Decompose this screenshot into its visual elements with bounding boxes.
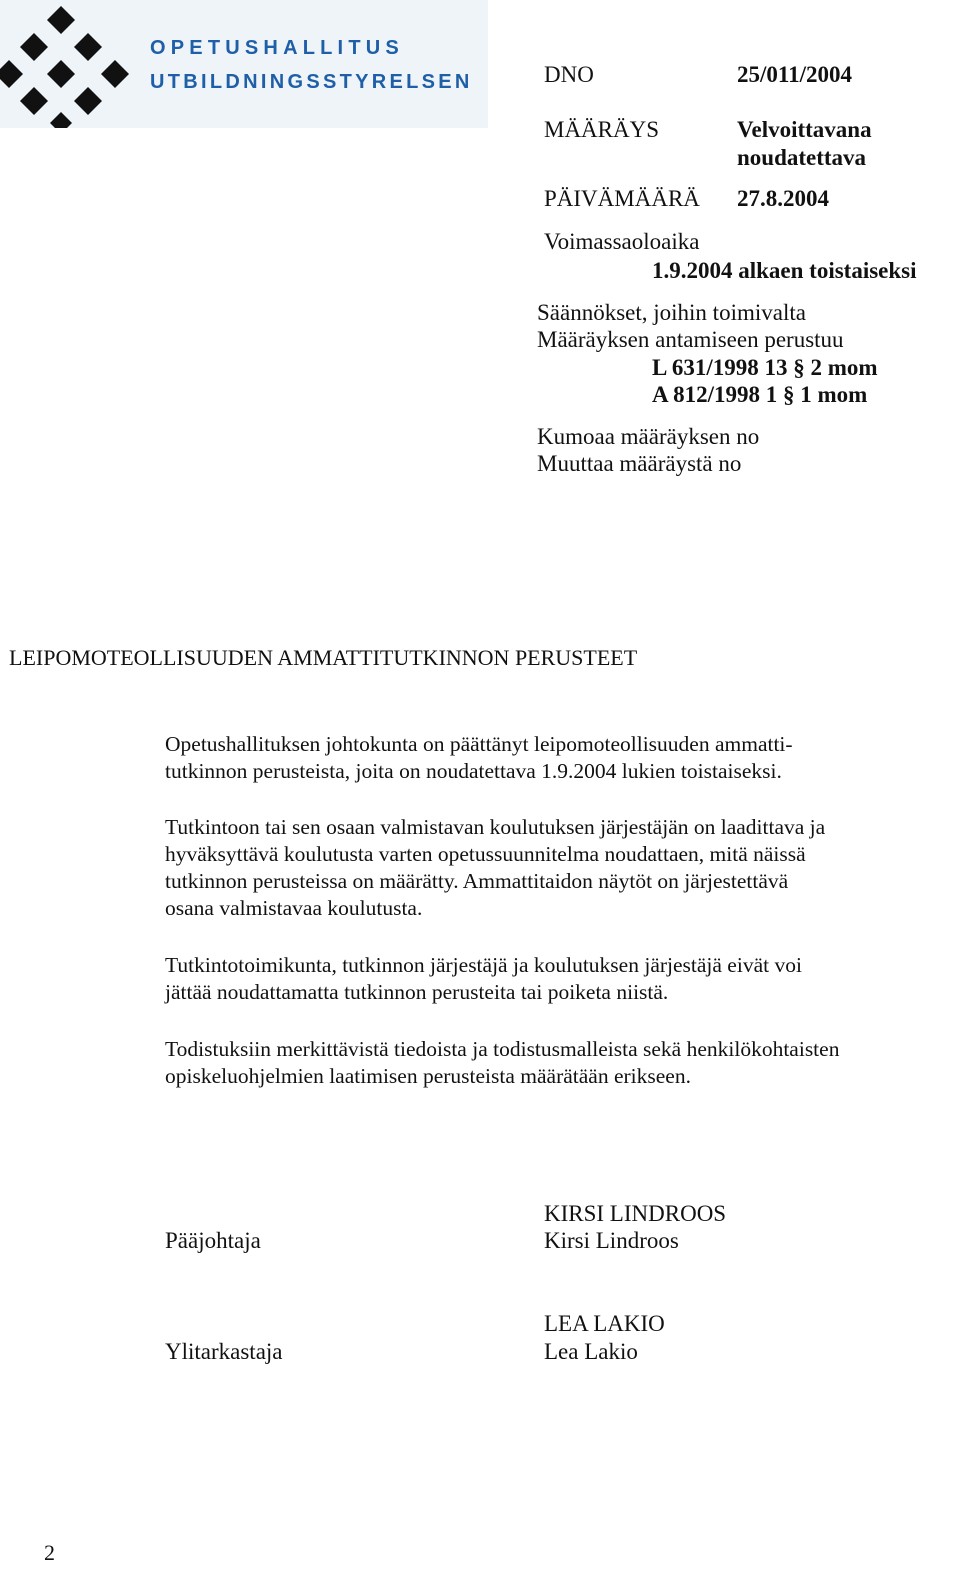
signature-2-name-upper: LEA LAKIO: [544, 1311, 665, 1336]
paragraph-line: osana valmistavaa koulutusta.: [165, 896, 423, 920]
saannokset-line1: Säännökset, joihin toimivalta: [537, 300, 806, 325]
logo-text-line2: UTBILDNINGSSTYRELSEN: [150, 71, 473, 93]
logo-mark-icon: [0, 0, 140, 128]
voimassaolo-label: Voimassaoloaika: [544, 229, 700, 254]
maarays-label: MÄÄRÄYS: [544, 117, 660, 142]
paragraph-line: Tutkintotoimikunta, tutkinnon järjestäjä ja koulutuksen järjestäjä eivät voi: [165, 953, 802, 977]
paragraph-line: hyväksyttävä koulutusta varten opetussuunnitelma noudattaen, mitä näissä: [165, 842, 806, 866]
kumoaa-label: Kumoaa määräyksen no: [537, 424, 760, 449]
saannokset-line2: Määräyksen antamiseen perustuu: [537, 327, 844, 352]
page-number: 2: [44, 1540, 55, 1565]
maarays-value-line2: noudatettava: [737, 145, 867, 170]
law-reference-1: L 631/1998 13 § 2 mom: [652, 355, 878, 380]
organization-logo: [0, 0, 488, 128]
muuttaa-label: Muuttaa määräystä no: [537, 451, 742, 476]
signature-1-name-upper: KIRSI LINDROOS: [544, 1201, 727, 1226]
paragraph-line: tutkinnon perusteissa on määrätty. Ammattitaidon näytöt on järjestettävä: [165, 869, 789, 893]
document-title: LEIPOMOTEOLLISUUDEN AMMATTITUTKINNON PERUSTEET: [9, 645, 638, 670]
paragraph-line: Opetushallituksen johtokunta on päättänyt leipomoteollisuuden ammatti-: [165, 732, 793, 756]
paragraph-line: opiskeluohjelmien laatimisen perusteista määrätään erikseen.: [165, 1064, 691, 1088]
signature-2-title: Ylitarkastaja: [165, 1339, 283, 1364]
law-reference-2: A 812/1998 1 § 1 mom: [652, 382, 868, 407]
dno-value: 25/011/2004: [737, 62, 853, 87]
signature-1-name: Kirsi Lindroos: [544, 1228, 679, 1253]
paragraph-4: [165, 1036, 839, 1090]
paragraph-line: Todistuksiin merkittävistä tiedoista ja todistusmalleista sekä henkilökohtaisten: [165, 1037, 840, 1061]
paragraph-line: Tutkintoon tai sen osaan valmistavan koulutuksen järjestäjän on laadittava ja: [165, 815, 826, 839]
paragraph-line: tutkinnon perusteista, joita on noudatettava 1.9.2004 lukien toistaiseksi.: [165, 759, 782, 783]
signature-1-title: Pääjohtaja: [165, 1228, 261, 1253]
paragraph-1: [165, 731, 793, 785]
paragraph-2: [165, 814, 825, 922]
voimassaolo-value: 1.9.2004 alkaen toistaiseksi: [652, 258, 917, 283]
paragraph-3: [165, 952, 802, 1006]
signature-2-name: Lea Lakio: [544, 1339, 638, 1364]
paragraph-line: jättää noudattamatta tutkinnon perusteita tai poiketa niistä.: [165, 980, 669, 1004]
logo-text-line1: OPETUSHALLITUS: [150, 37, 404, 59]
maarays-value-line1: Velvoittavana: [737, 117, 872, 142]
paivamaara-label: PÄIVÄMÄÄRÄ: [544, 186, 700, 211]
dno-label: DNO: [544, 62, 594, 87]
paivamaara-value: 27.8.2004: [737, 186, 829, 211]
